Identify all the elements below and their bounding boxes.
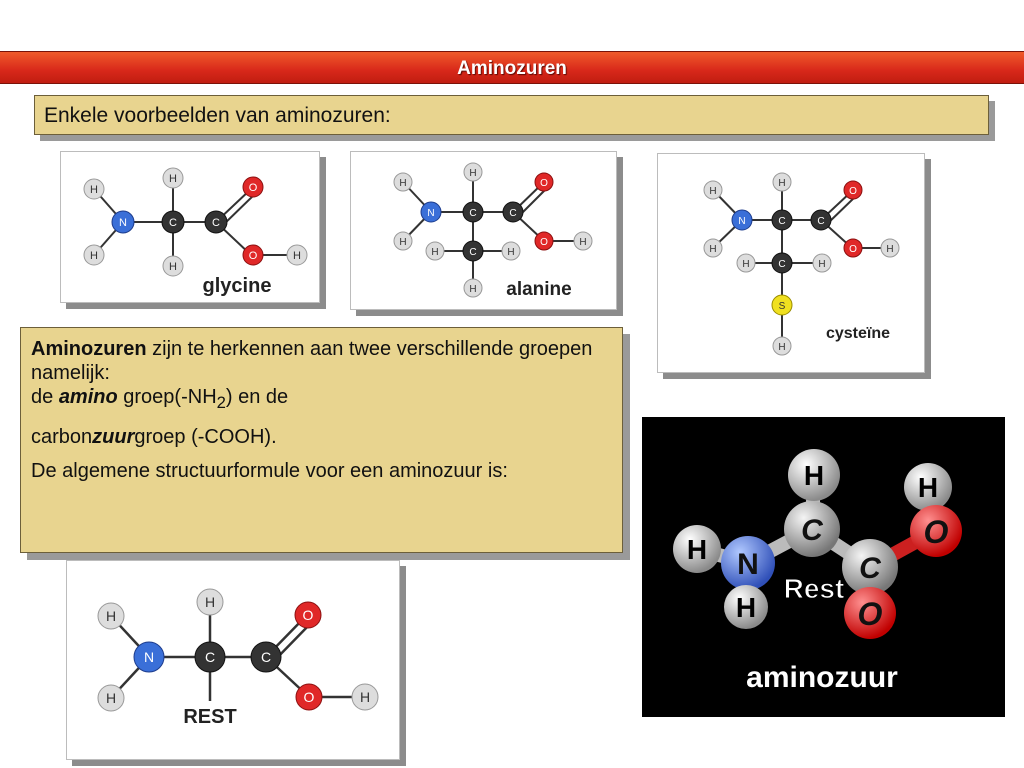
svg-text:H: H	[778, 178, 786, 189]
alanine-structure	[351, 152, 616, 309]
svg-text:H: H	[818, 259, 826, 270]
svg-text:C: C	[859, 552, 881, 585]
svg-text:C: C	[817, 216, 825, 227]
svg-text:O: O	[303, 689, 315, 705]
cysteine-structure	[658, 154, 924, 372]
cysteine-card	[657, 153, 925, 373]
svg-text:H: H	[469, 284, 477, 295]
aminozuur-caption: aminozuur	[746, 661, 898, 694]
svg-text:O: O	[302, 607, 314, 623]
svg-text:H: H	[709, 244, 717, 255]
amino-acid-3d-model	[642, 417, 1005, 717]
svg-text:H: H	[105, 690, 117, 706]
svg-text:C: C	[509, 208, 517, 219]
rest-label: REST	[183, 706, 237, 728]
svg-text:H: H	[293, 250, 301, 262]
svg-text:H: H	[507, 247, 515, 258]
general-structure-card	[66, 560, 400, 760]
explanation-paragraph-2: carbonzuurgroep (-COOH).	[31, 426, 277, 448]
svg-text:N: N	[737, 548, 759, 581]
explanation-box	[20, 327, 623, 553]
zuur-emphasis: zuur	[92, 426, 135, 448]
svg-text:H: H	[359, 689, 371, 705]
alanine-label: alanine	[506, 279, 572, 300]
aminozuren-bold: Aminozuren	[31, 338, 147, 360]
svg-text:H: H	[105, 608, 117, 624]
alanine-card	[350, 151, 617, 310]
svg-text:H: H	[742, 259, 750, 270]
svg-text:H: H	[686, 534, 708, 565]
svg-text:N: N	[119, 217, 127, 229]
svg-text:H: H	[917, 472, 939, 503]
svg-text:C: C	[778, 259, 786, 270]
svg-text:H: H	[803, 460, 825, 491]
svg-text:H: H	[169, 261, 177, 273]
svg-text:H: H	[579, 237, 587, 248]
svg-text:H: H	[204, 594, 216, 610]
amino-emphasis: amino	[58, 386, 118, 408]
svg-text:H: H	[778, 342, 786, 353]
explanation-paragraph-1: Aminozuren zijn te herkennen aan twee verschillende groepen namelijk: de amino $groep(-NH_2)$ en de	[31, 338, 593, 412]
glycine-label: glycine	[202, 275, 272, 297]
svg-text:C: C	[260, 649, 272, 665]
slide-title: Aminozuren	[457, 58, 567, 79]
explanation-paragraph-3: De algemene structuurformule voor een aminozuur is:	[31, 460, 508, 482]
svg-text:H: H	[90, 184, 98, 196]
svg-text:H: H	[431, 247, 439, 258]
glycine-card	[60, 151, 320, 303]
intro-text: Enkele voorbeelden van aminozuren:	[44, 104, 391, 127]
general-structure-atoms	[98, 589, 378, 711]
cysteine-label: cysteïne	[825, 325, 891, 342]
svg-text:C: C	[204, 649, 216, 665]
svg-text:H: H	[90, 250, 98, 262]
svg-text:O: O	[540, 237, 548, 248]
svg-text:H: H	[169, 173, 177, 185]
title-bar	[0, 51, 1024, 84]
svg-text:H: H	[709, 186, 717, 197]
svg-text:N: N	[427, 208, 435, 219]
svg-text:O: O	[248, 182, 258, 194]
svg-text:O: O	[248, 250, 258, 262]
general-structure	[67, 561, 399, 759]
intro-box	[34, 95, 989, 135]
svg-text:N: N	[738, 216, 746, 227]
3d-atoms	[673, 449, 962, 639]
svg-text:N: N	[143, 649, 155, 665]
svg-text:O: O	[849, 186, 857, 197]
svg-text:C: C	[169, 217, 177, 229]
rest-3d-label: Rest	[783, 573, 845, 604]
svg-text:H: H	[399, 178, 407, 189]
svg-text:H: H	[399, 237, 407, 248]
svg-text:H: H	[886, 244, 894, 255]
svg-text:C: C	[469, 247, 477, 258]
svg-text:O: O	[540, 178, 548, 189]
svg-text:H: H	[469, 168, 477, 179]
svg-text:C: C	[778, 216, 786, 227]
3d-model-graphic	[642, 417, 1005, 717]
svg-text:O: O	[849, 244, 857, 255]
svg-text:C: C	[801, 514, 823, 547]
svg-text:S: S	[778, 301, 786, 312]
svg-text:O: O	[857, 596, 883, 632]
svg-text:H: H	[735, 592, 757, 623]
svg-text:C: C	[469, 208, 477, 219]
glycine-structure	[61, 152, 319, 302]
alanine-atoms	[394, 163, 592, 297]
svg-text:O: O	[923, 514, 949, 550]
svg-text:C: C	[212, 217, 220, 229]
